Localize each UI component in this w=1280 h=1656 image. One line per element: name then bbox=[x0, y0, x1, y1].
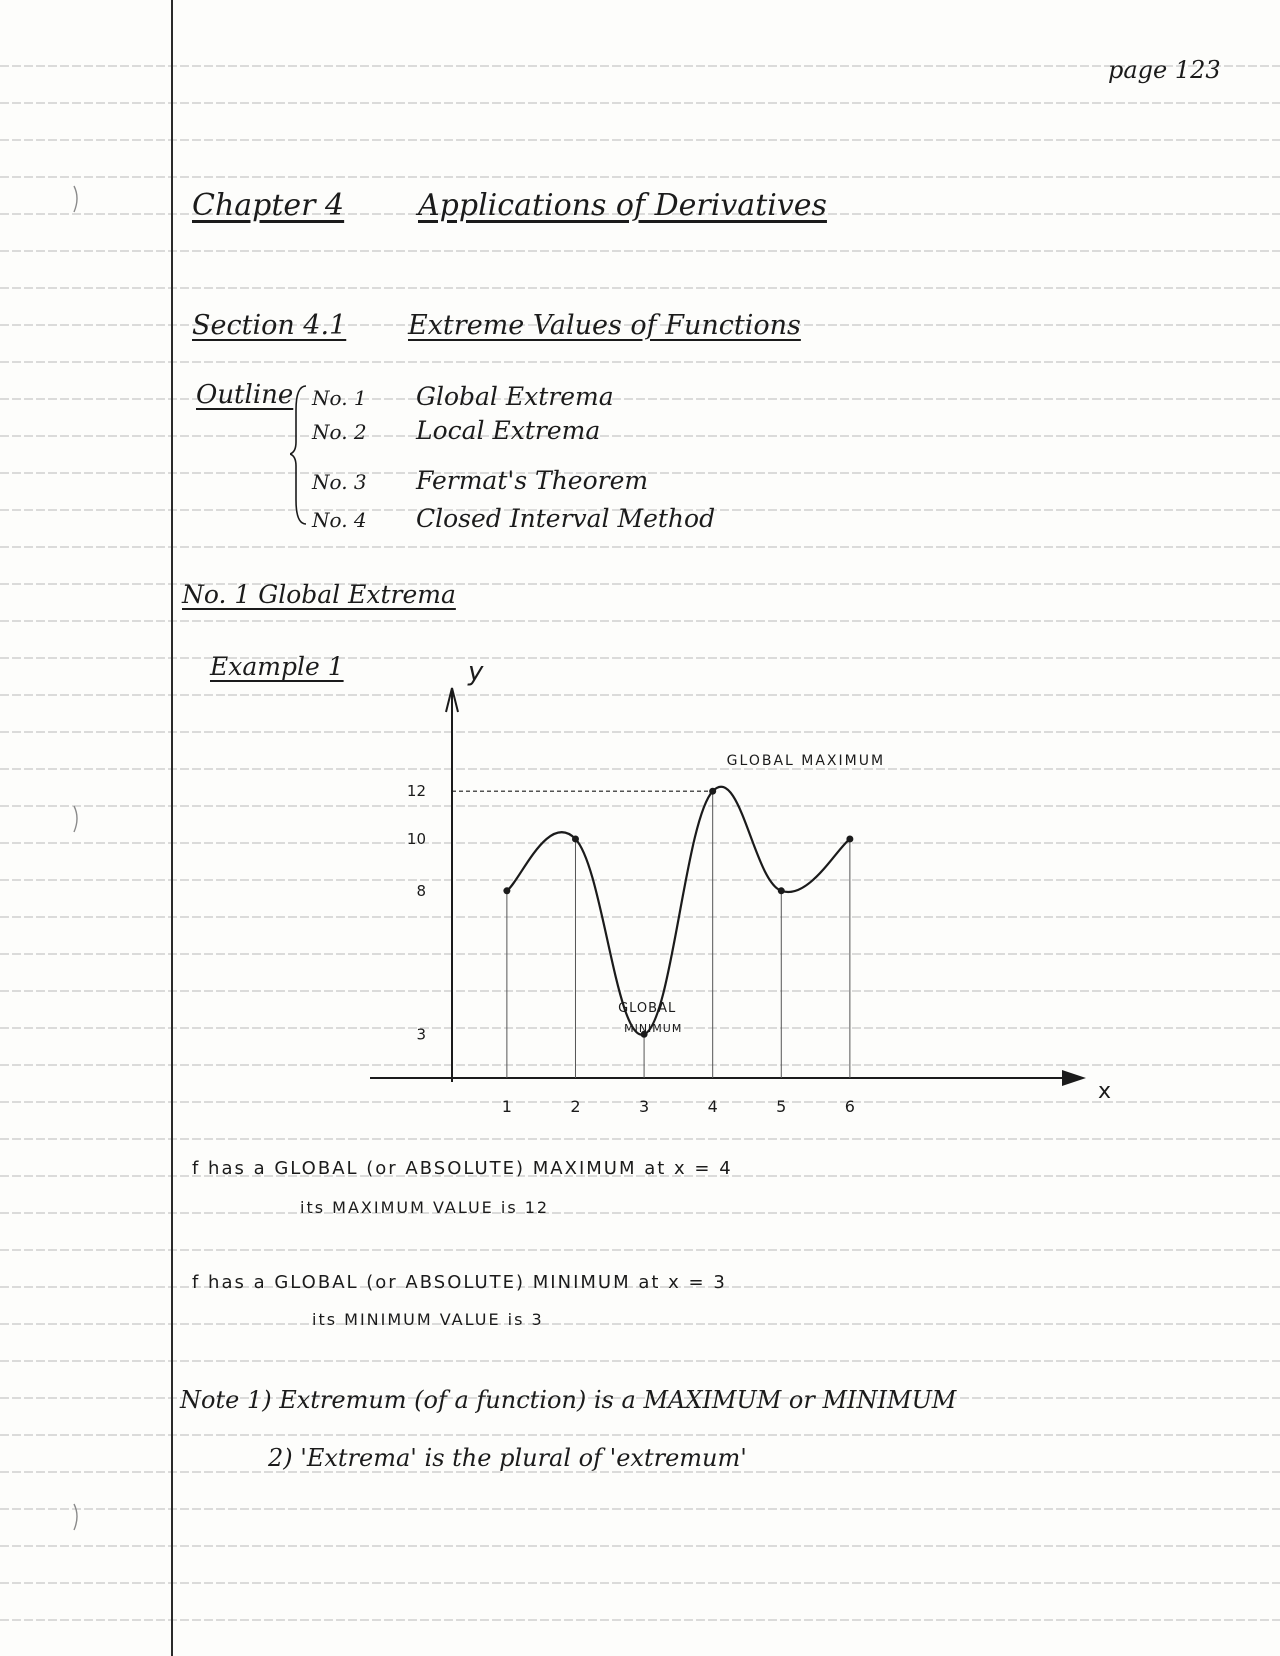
x-tick-label: 1 bbox=[501, 1097, 512, 1116]
data-point bbox=[846, 836, 853, 843]
outline-item-1-num: No. 1 bbox=[312, 386, 367, 410]
note-1: Note 1) Extremum (of a function) is a MAXIMUM or MINIMUM bbox=[180, 1386, 957, 1414]
global-min-annotation: GLOBAL bbox=[618, 1001, 677, 1016]
global-min-annotation: MINIMUM bbox=[624, 1022, 683, 1035]
section-label: Section 4.1 bbox=[192, 310, 347, 341]
outline-item-3-text: Fermat's Theorem bbox=[416, 466, 649, 495]
subheading: No. 1 Global Extrema bbox=[182, 580, 456, 609]
outline-item-1-text: Global Extrema bbox=[416, 382, 614, 411]
x-axis-label: x bbox=[1098, 1079, 1112, 1104]
x-tick-label: 6 bbox=[844, 1097, 855, 1116]
x-tick-label: 2 bbox=[570, 1097, 581, 1116]
outline-label: Outline bbox=[196, 380, 294, 410]
min-statement-line1: f has a GLOBAL (or ABSOLUTE) MINIMUM at x = 3 bbox=[192, 1272, 727, 1293]
min-statement-line2: its MINIMUM VALUE is 3 bbox=[312, 1310, 544, 1329]
y-tick-label: 10 bbox=[406, 830, 426, 848]
y-tick-label: 12 bbox=[406, 782, 426, 801]
x-tick-label: 5 bbox=[776, 1097, 787, 1116]
outline-item-4-num: No. 4 bbox=[312, 508, 367, 532]
outline-item-3-num: No. 3 bbox=[312, 470, 367, 494]
note-2: 2) 'Extrema' is the plural of 'extremum' bbox=[268, 1444, 747, 1472]
y-tick-label: 3 bbox=[416, 1025, 426, 1044]
section-title: Extreme Values of Functions bbox=[408, 310, 801, 341]
x-tick-label: 4 bbox=[707, 1097, 718, 1116]
y-tick-label: 8 bbox=[416, 881, 426, 900]
global-max-annotation: GLOBAL MAXIMUM bbox=[726, 753, 886, 770]
data-point bbox=[778, 887, 785, 894]
outline-item-2-text: Local Extrema bbox=[416, 416, 601, 445]
outline-item-4-text: Closed Interval Method bbox=[416, 504, 716, 533]
chapter-label: Chapter 4 bbox=[192, 188, 345, 223]
max-statement-line2: its MAXIMUM VALUE is 12 bbox=[300, 1198, 550, 1217]
example-label: Example 1 bbox=[210, 652, 344, 681]
data-point bbox=[709, 788, 716, 795]
data-point bbox=[572, 836, 579, 843]
x-tick-label: 3 bbox=[638, 1097, 650, 1116]
chapter-title: Applications of Derivatives bbox=[418, 188, 827, 223]
function-curve bbox=[507, 787, 850, 1035]
data-point bbox=[503, 887, 510, 894]
page-number: page 123 bbox=[1108, 56, 1221, 84]
max-statement-line1: f has a GLOBAL (or ABSOLUTE) MAXIMUM at x = 4 bbox=[192, 1158, 733, 1179]
outline-item-2-num: No. 2 bbox=[312, 420, 367, 444]
y-axis-label: y bbox=[468, 657, 484, 687]
x-axis-arrow bbox=[1062, 1070, 1086, 1086]
